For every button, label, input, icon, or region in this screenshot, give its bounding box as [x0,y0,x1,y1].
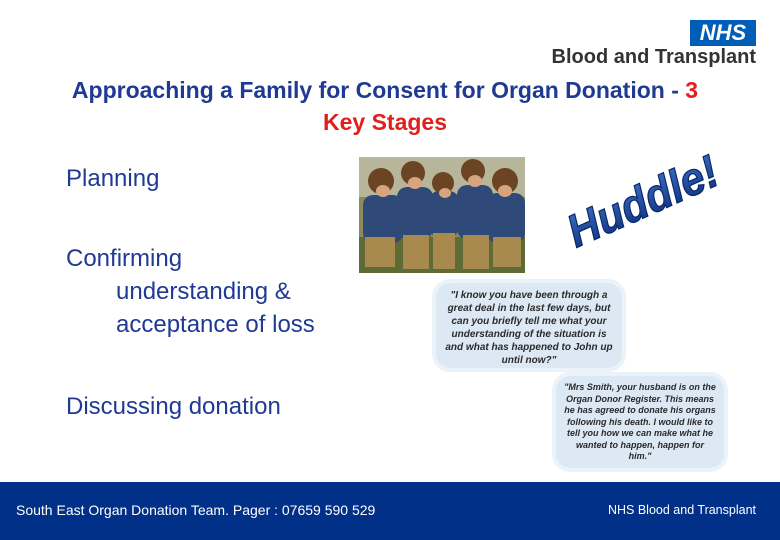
logo-org-name: Blood and Transplant [551,46,756,68]
nhs-blood-transplant-logo [536,20,756,70]
footer-bar [0,482,780,540]
footer-org: NHS Blood and Transplant [607,503,756,517]
bullet-confirming-line1: Confirming [66,245,183,272]
bullet-confirming-line2: understanding & [116,278,291,305]
slide-title [60,74,710,138]
bullet-planning: Planning [66,165,160,192]
team-huddle-photo [359,157,525,273]
quote-donation: "Mrs Smith, your husband is on the Organ Donor Register. This means he has agreed to donate his organs following his death. I would like to tell you how we can make what he wanted to happen, happen for him." [556,376,724,468]
title-main: Approaching a Family for Consent for Organ Donation - [71,77,686,103]
quote-understanding: "I know you have been through a great deal in the last few days, but can you briefly tell me what your understanding of the situation is and what has happened to John up until now?" [436,283,622,368]
nhs-logo-box: NHS [690,20,756,46]
huddle-text: Huddle! [568,140,728,258]
huddle-word-art [568,140,728,260]
title-highlight: 3 Key Stages [322,77,699,135]
bullet-confirming [66,242,315,341]
bullet-discussing: Discussing donation [66,393,281,420]
bullet-confirming-line3: acceptance of loss [116,311,315,338]
footer-team-pager: South East Organ Donation Team. Pager : 07659 590 529 [16,502,376,518]
